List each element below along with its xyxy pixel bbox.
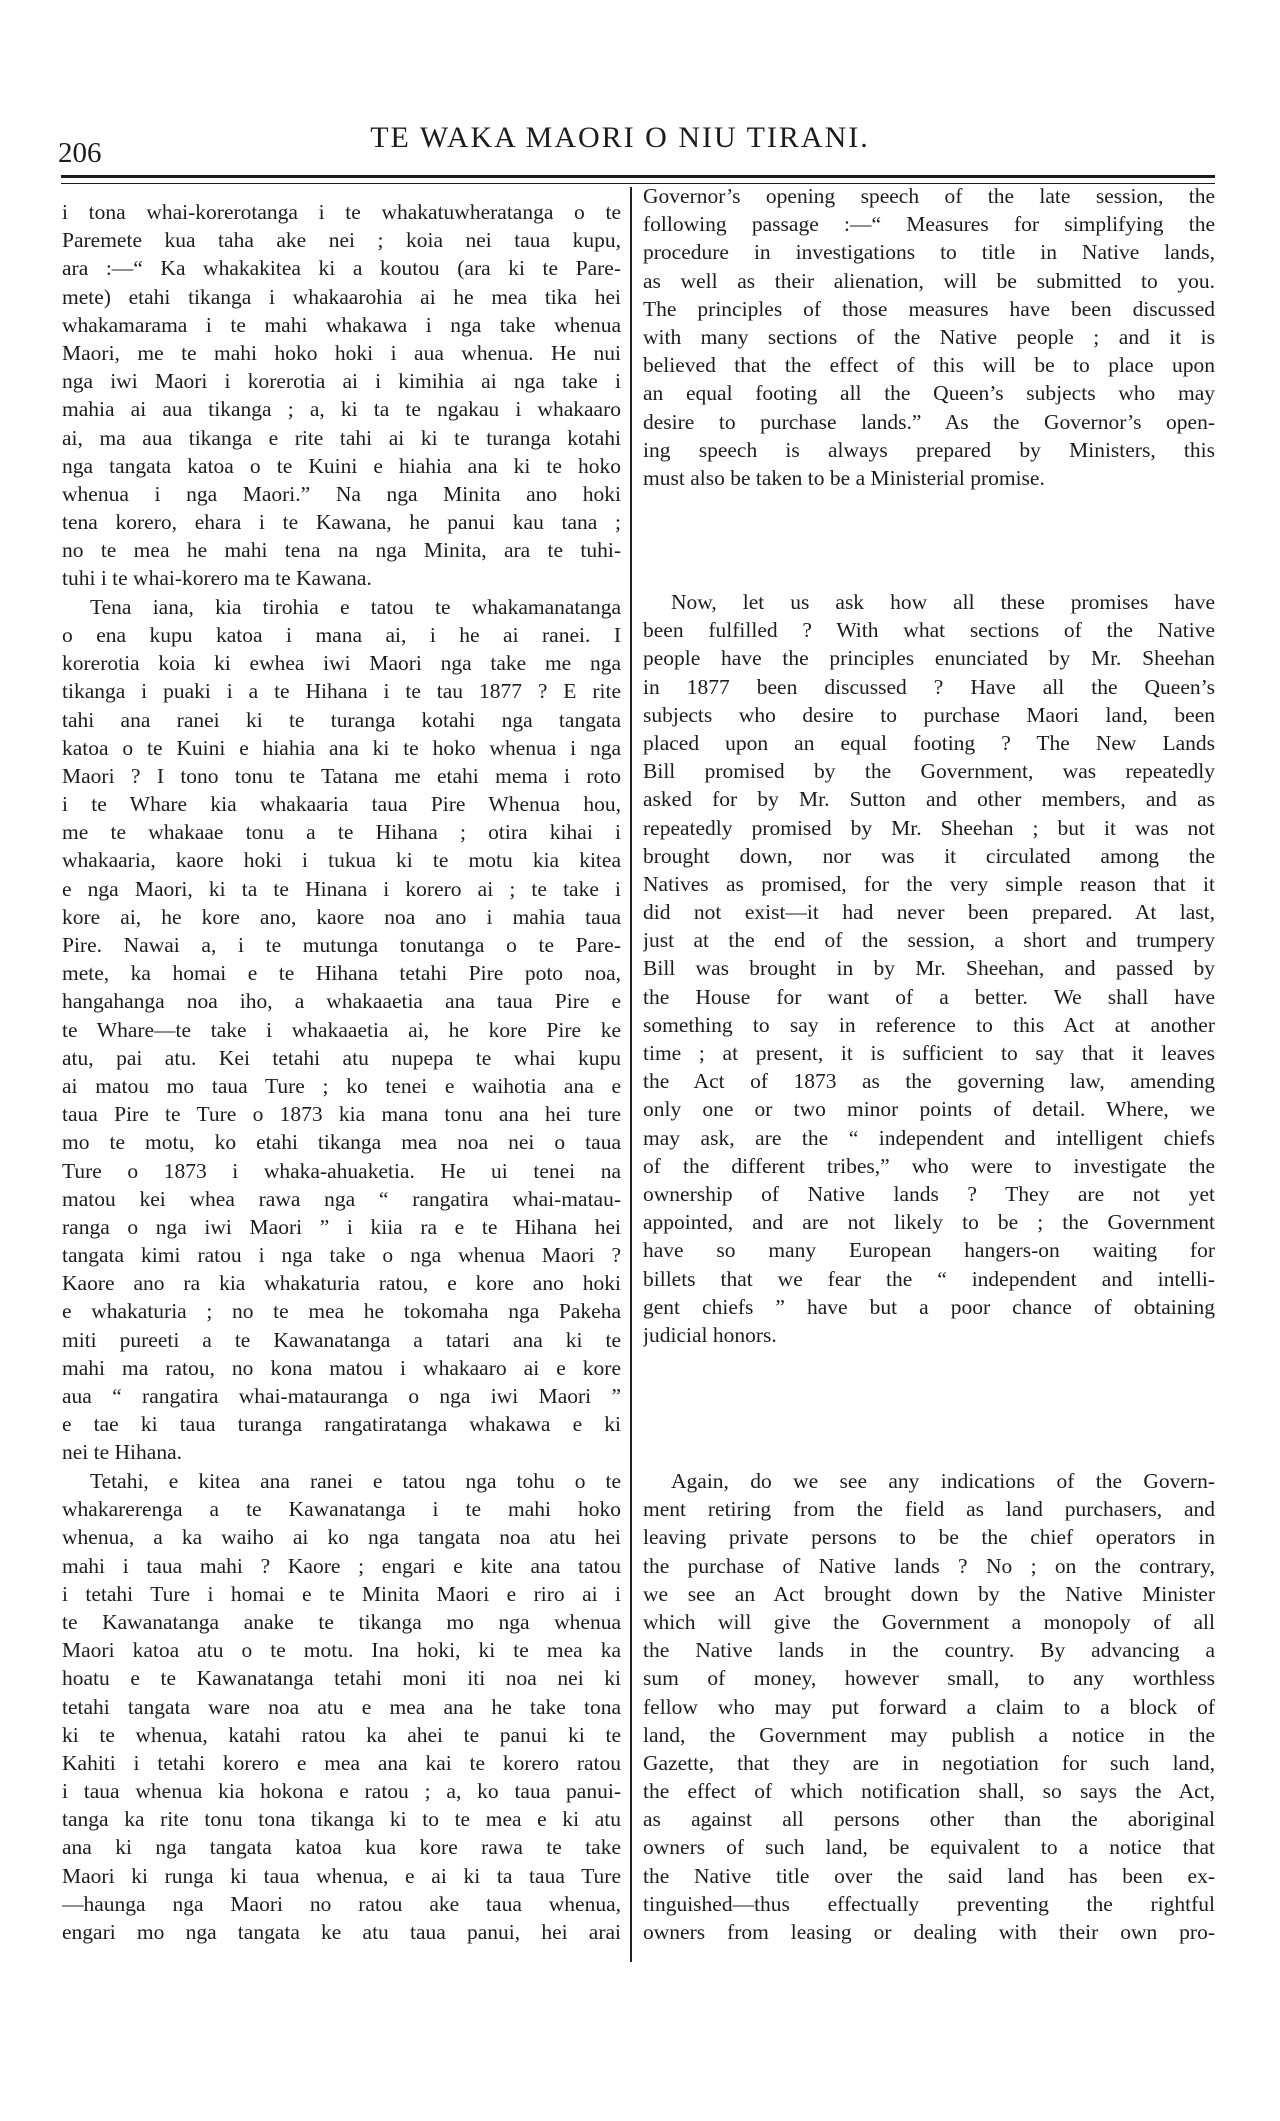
text-line: te Kawanatanga anake te tikanga mo nga whenua <box>62 1609 621 1634</box>
text-line: miti pureeti a te Kawanatanga a tatari ana ki te <box>62 1327 621 1352</box>
text-line: only one or two minor points of detail. Where, we <box>643 1097 1215 1122</box>
text-line: taua Pire te Ture o 1873 kia mana tonu ana hei ture <box>62 1102 621 1127</box>
text-line: Maori ki runga ki taua whenua, e ai ki ta taua Ture <box>62 1863 621 1888</box>
newspaper-title: TE WAKA MAORI O NIU TIRANI. <box>370 121 870 154</box>
text-line: i tona whai-korerotanga i te whakatuwheratanga o te <box>62 200 621 224</box>
text-line: procedure in investigations to title in Native lands, <box>643 240 1215 265</box>
text-line: mahi i taua mahi ? Kaore ; engari e kite ana tatou <box>62 1553 621 1578</box>
text-line: billets that we fear the “ independent and intelli- <box>643 1266 1215 1291</box>
text-line: whenua, a ka waiho ai ko nga tangata noa atu hei <box>62 1525 621 1550</box>
text-line: ara :—“ Ka whakakitea ki a koutou (ara ki te Pare- <box>62 256 621 281</box>
text-line: tinguished—thus effectually preventing the rightful <box>643 1891 1215 1916</box>
text-line: ment retiring from the field as land purchasers, and <box>643 1497 1215 1522</box>
text-line: e tae ki taua turanga rangatiratanga whakawa e ki <box>62 1412 621 1437</box>
text-line: me te whakaae tonu a te Hihana ; otira kihai i <box>62 820 621 845</box>
text-line: mete) etahi tikanga i whakaarohia ai he mea tika hei <box>62 284 621 309</box>
text-line: the House for want of a better. We shall have <box>643 984 1215 1009</box>
text-line: korerotia koia ki ewhea iwi Maori nga take me nga <box>62 651 621 676</box>
text-line: subjects who desire to purchase Maori land, been <box>643 702 1215 727</box>
paragraph <box>643 588 1215 1349</box>
text-line: hoatu e te Kawanatanga tetahi moni iti noa nei ki <box>62 1666 621 1691</box>
text-line: which will give the Government a monopoly of all <box>643 1609 1215 1634</box>
text-line: Pire. Nawai a, i te mutunga tonutanga o te Pare- <box>62 933 621 958</box>
text-line: the purchase of Native lands ? No ; on the contrary, <box>643 1553 1215 1578</box>
text-line: repeatedly promised by Mr. Sheehan ; but it was not <box>643 815 1215 840</box>
text-line: asked for by Mr. Sutton and other members, and as <box>643 787 1215 812</box>
text-line: did not exist—it had never been prepared. At last, <box>643 900 1215 925</box>
text-line: te Whare—te take i whakaaetia ai, he kore Pire ke <box>62 1017 621 1042</box>
paragraph <box>62 1467 621 1946</box>
text-line: The principles of those measures have been discussed <box>643 296 1215 321</box>
text-line: land, the Government may publish a notice in the <box>643 1722 1215 1747</box>
text-line: whenua i nga Maori.” Na nga Minita ano hoki <box>62 481 621 506</box>
text-line: Again, do we see any indications of the Govern- <box>671 1469 1215 1493</box>
text-line: the effect of which notification shall, so says the Act, <box>643 1779 1215 1804</box>
text-line: mo te motu, ko etahi tikanga mea noa nei o taua <box>62 1130 621 1155</box>
text-line: must also be taken to be a Ministerial promise. <box>643 465 1045 490</box>
text-line: the Act of 1873 as the governing law, amending <box>643 1069 1215 1094</box>
text-line: whakaaria, kaore hoki i tukua ki te motu kia kitea <box>62 848 621 873</box>
text-line: been fulfilled ? With what sections of the Native <box>643 618 1215 643</box>
text-line: as against all persons other than the aboriginal <box>643 1807 1215 1832</box>
paragraph <box>643 1467 1215 1946</box>
text-line: atu, pai atu. Kei tetahi atu nupepa te whai kupu <box>62 1045 621 1070</box>
text-line: in 1877 been discussed ? Have all the Queen’s <box>643 674 1215 699</box>
paragraph <box>62 593 621 1467</box>
text-line: the Native lands in the country. By advancing a <box>643 1638 1215 1663</box>
text-line: tahi ana ranei ki te turanga kotahi nga tangata <box>62 707 621 732</box>
text-line: whakarerenga a te Kawanatanga i te mahi hoko <box>62 1497 621 1522</box>
text-line: ranga o nga iwi Maori ” i kiia ra e te Hihana hei <box>62 1214 621 1239</box>
text-line: following passage :—“ Measures for simplifying the <box>643 212 1215 237</box>
text-line: the Native title over the said land has been ex- <box>643 1863 1215 1888</box>
text-line: no te mea he mahi tena na nga Minita, ara te tuhi- <box>62 538 621 563</box>
text-line: brought down, nor was it circulated among the <box>643 843 1215 868</box>
text-line: Bill was brought in by Mr. Sheehan, and passed by <box>643 956 1215 981</box>
text-line: ownership of Native lands ? They are not yet <box>643 1181 1215 1206</box>
text-line: Gazette, that they are in negotiation for such land, <box>643 1750 1215 1775</box>
text-line: sum of money, however small, to any worthless <box>643 1666 1215 1691</box>
text-line: hangahanga noa iho, a whakaaetia ana taua Pire e <box>62 989 621 1014</box>
paragraph <box>643 182 1215 492</box>
text-line: just at the end of the session, a short and trumpery <box>643 928 1215 953</box>
text-line: believed that the effect of this will be to place upon <box>643 353 1215 378</box>
text-line: Kaore ano ra kia whakaturia ratou, e kore ano hoki <box>62 1271 621 1296</box>
text-line: Maori katoa atu o te motu. Ina hoki, ki te mea ka <box>62 1638 621 1663</box>
text-line: appointed, and are not likely to be ; the Government <box>643 1210 1215 1235</box>
text-line: we see an Act brought down by the Native Minister <box>643 1581 1215 1606</box>
text-line: gent chiefs ” have but a poor chance of obtaining <box>643 1294 1215 1319</box>
text-line: owners of such land, be equivalent to a notice that <box>643 1835 1215 1860</box>
text-line: have so many European hangers-on waiting for <box>643 1238 1215 1263</box>
text-line: whakamarama i te mahi whakawa i nga take whenua <box>62 312 621 337</box>
text-line: tuhi i te whai-korero ma te Kawana. <box>62 566 372 591</box>
text-line: engari mo nga tangata ke atu taua panui, hei arai <box>62 1920 621 1944</box>
text-line: katoa o te Kuini e hiahia ana ki te hoko whenua i nga <box>62 735 621 760</box>
text-line: i te Whare kia whakaaria taua Pire Whenua hou, <box>62 792 621 817</box>
text-line: time ; at present, it is sufficient to say that it leaves <box>643 1041 1215 1065</box>
text-line: Tena iana, kia tirohia e tatou te whakamanatanga <box>90 594 621 619</box>
header-rule-thick <box>61 175 1215 178</box>
text-line: tena korero, ehara i te Kawana, he panui kau tana ; <box>62 510 621 535</box>
text-line: ai, ma aua tikanga e rite tahi ai ki te turanga kotahi <box>62 425 621 450</box>
text-line: tangata kimi ratou i nga take o nga whenua Maori ? <box>62 1243 621 1268</box>
text-line: Now, let us ask how all these promises have <box>671 590 1215 614</box>
text-line: Bill promised by the Government, was repeatedly <box>643 759 1215 784</box>
text-line: tikanga i puaki i a te Hihana i te tau 1877 ? E rite <box>62 679 621 704</box>
text-line: o ena kupu katoa i mana ai, i he ai ranei. I <box>62 622 621 647</box>
text-line: Maori, me te mahi hoko hoki i aua whenua. He nui <box>62 340 621 365</box>
text-line: Paremete kua taha ake nei ; koia nei taua kupu, <box>62 228 621 253</box>
text-line: Maori ? I tono tonu te Tatana me etahi mema i roto <box>62 763 621 788</box>
text-line: e whakaturia ; no te mea he tokomaha nga Pakeha <box>62 1299 621 1324</box>
text-line: ki te whenua, katahi ratou ka ahei te panui ki te <box>62 1722 621 1747</box>
text-line: judicial honors. <box>643 1322 777 1347</box>
text-line: —haunga nga Maori no ratou ake taua whenua, <box>62 1891 621 1916</box>
text-line: placed upon an equal footing ? The New Lands <box>643 730 1215 755</box>
column-divider <box>630 187 632 1962</box>
text-line: mahia ai aua tikanga ; a, ki ta te ngakau i whakaaro <box>62 397 621 422</box>
text-line: owners from leasing or dealing with their own pro- <box>643 1920 1215 1944</box>
page-number: 206 <box>58 137 102 169</box>
text-line: of the different tribes,” who were to investigate the <box>643 1153 1215 1178</box>
text-line: matou kei whea rawa nga “ rangatira whai-matau- <box>62 1186 621 1211</box>
text-line: leaving private persons to be the chief operators in <box>643 1525 1215 1550</box>
text-line: ana ki nga tangata katoa kua kore rawa te take <box>62 1835 621 1860</box>
text-line: an equal footing all the Queen’s subjects who may <box>643 381 1215 406</box>
text-line: Natives as promised, for the very simple reason that it <box>643 871 1215 896</box>
text-line: nga tangata katoa o te Kuini e hiahia ana ki te hoko <box>62 453 621 478</box>
paragraph <box>62 198 621 593</box>
text-line: with many sections of the Native people ; and it is <box>643 324 1215 349</box>
text-line: people have the principles enunciated by Mr. Sheehan <box>643 646 1215 671</box>
text-line: mete, ka homai e te Hihana tetahi Pire poto noa, <box>62 961 621 986</box>
text-line: fellow who may put forward a claim to a block of <box>643 1694 1215 1719</box>
text-line: tanga ka rite tonu tona tikanga ki to te mea e ki atu <box>62 1807 621 1832</box>
text-line: e nga Maori, ki ta te Hinana i korero ai ; te take i <box>62 876 621 901</box>
text-line: kore ai, he kore ano, kaore noa ano i mahia taua <box>62 904 621 929</box>
text-line: i taua whenua kia hokona e ratou ; a, ko taua panui- <box>62 1779 621 1804</box>
text-line: mahi ma ratou, no kona matou i whakaaro ai e kore <box>62 1355 621 1380</box>
text-line: tetahi tangata ware noa atu e mea ana he take tona <box>62 1694 621 1719</box>
text-line: nei te Hihana. <box>62 1440 182 1465</box>
text-line: ing speech is always prepared by Ministers, this <box>643 437 1215 462</box>
text-line: Tetahi, e kitea ana ranei e tatou nga tohu o te <box>90 1469 621 1493</box>
text-line: i tetahi Ture i homai e te Minita Maori e riro ai i <box>62 1581 621 1606</box>
text-line: ai matou mo taua Ture ; ko tenei e waihotia ana e <box>62 1073 621 1098</box>
text-line: as well as their alienation, will be submitted to you. <box>643 268 1215 293</box>
text-line: nga iwi Maori i korerotia ai i kimihia ai nga take i <box>62 369 621 394</box>
text-line: may ask, are the “ independent and intelligent chiefs <box>643 1125 1215 1150</box>
text-line: something to say in reference to this Act at another <box>643 1012 1215 1037</box>
text-line: aua “ rangatira whai-matauranga o nga iwi Maori ” <box>62 1384 621 1409</box>
text-line: Ture o 1873 i whaka-ahuaketia. He ui tenei na <box>62 1158 621 1183</box>
text-line: desire to purchase lands.” As the Governor’s open- <box>643 409 1215 434</box>
text-line: Governor’s opening speech of the late session, the <box>643 184 1215 208</box>
text-line: Kahiti i tetahi korero e mea ana kai te korero ratou <box>62 1750 621 1775</box>
